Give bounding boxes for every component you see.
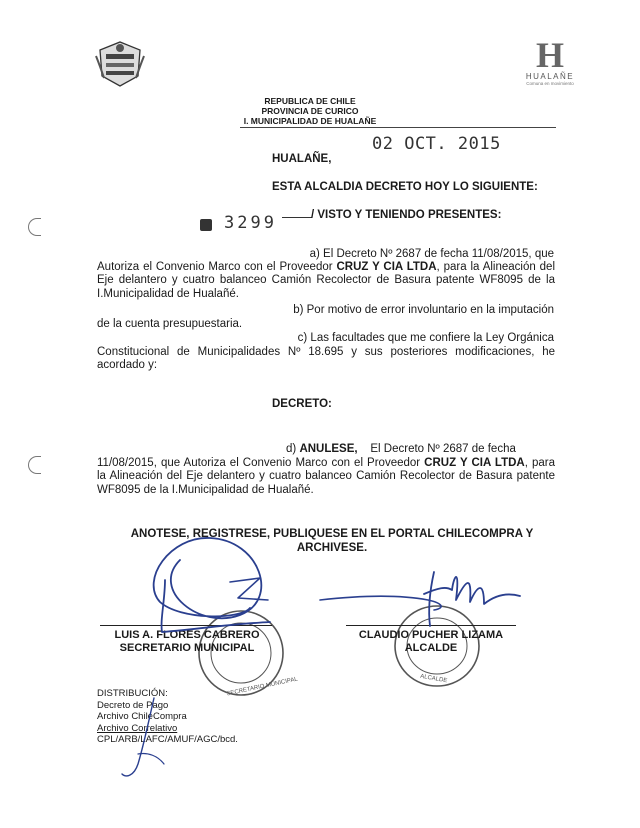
distribution-initial-mark: [118, 694, 188, 784]
secretary-stamp-text: SECRETARIO MUNICIPAL: [226, 676, 299, 698]
considerando-a-text-end: , para la Alineación del Eje delantero y cuatro balanceo Camión Recolector de Basura patente WF8095 de la I.Municipalidad de Hualañé.: [97, 261, 555, 300]
date-stamp: 02 OCT. 2015: [372, 134, 501, 154]
distribution-heading: DISTRIBUCIÓN:: [97, 688, 168, 699]
visto-label: / VISTO Y TENIENDO PRESENTES:: [311, 209, 502, 221]
mayor-name: CLAUDIO PUCHER LIZAMA: [358, 629, 504, 641]
header-line: PROVINCIA DE CURICO: [261, 106, 359, 116]
secretary-signature: [110, 520, 310, 650]
place-label: HUALAÑE,: [272, 153, 332, 165]
decree-title: ESTA ALCALDIA DECRETO HOY LO SIGUIENTE:: [272, 181, 538, 193]
punch-hole-mark: [28, 456, 41, 474]
letterhead-header: [240, 96, 380, 128]
considerando-c-first-line: c) Las facultades que me confiere la Ley Orgánica: [297, 332, 554, 344]
decree-number: 3299: [224, 213, 277, 233]
coat-of-arms-logo: [94, 36, 146, 88]
hualane-logo: [518, 35, 582, 86]
distribution-initials: CPL/ARB/LAFC/AMUF/AGC/bcd.: [97, 734, 238, 746]
considerando-c-body: Constitucional de Municipalidades Nº 18.695 y sus posteriores modificaciones, he acordado y:: [97, 346, 555, 372]
distribution-item: Archivo ChileCompra: [97, 711, 187, 723]
header-line: I. MUNICIPALIDAD DE HUALAÑE: [240, 116, 380, 128]
punch-hole-mark: [28, 218, 41, 236]
distribution-item: Decreto de Pago: [97, 699, 169, 711]
logo-subtext: Comuna en movimiento: [526, 81, 574, 86]
considerando-a-body: [97, 261, 555, 301]
resolution-body: [97, 457, 555, 497]
closing-statement: ANOTESE, REGISTRESE, PUBLIQUESE EN EL PORTAL CHILECOMPRA Y ARCHIVESE.: [130, 528, 534, 554]
stamp-mark-icon: [200, 219, 212, 231]
header-divider: [240, 127, 556, 128]
resolution-label: d): [286, 443, 297, 455]
resolution-body-text: 11/08/2015, que Autoriza el Convenio Marco con el Proveedor: [97, 457, 425, 469]
header-line: REPUBLICA DE CHILE: [264, 96, 356, 106]
secretary-name: LUIS A. FLORES CABRERO: [114, 629, 260, 641]
considerando-a-first-line: a) El Decreto Nº 2687 de fecha 11/08/2015, que: [309, 248, 554, 260]
logo-text: HUALAÑE: [525, 72, 575, 81]
company-name: CRUZ Y CIA LTDA: [424, 457, 525, 469]
number-underline: [282, 217, 312, 218]
mayor-signature: [316, 560, 526, 630]
company-name: CRUZ Y CIA LTDA: [336, 261, 437, 273]
distribution-item: Archivo Correlativo: [97, 722, 178, 734]
resolution-keyword: ANULESE,: [299, 443, 358, 455]
mayor-title: ALCALDE: [404, 642, 458, 654]
resolution-first-line: [286, 443, 554, 456]
logo-mark: H: [535, 35, 564, 75]
considerando-b-body: de la cuenta presupuestaria.: [97, 318, 243, 330]
resolution-text: El Decreto Nº 2687 de fecha: [370, 443, 516, 455]
resolution-body-text-end: , para la Alineación del Eje delantero y cuatro balanceo Camión Recolector de Basura patente WF8095 de la I.Municipalidad de Hualañé.: [97, 457, 555, 496]
mayor-stamp-text: ALCALDE: [419, 673, 448, 685]
considerando-b-first-line: b) Por motivo de error involuntario en la imputación: [293, 304, 554, 316]
considerando-a-text: Autoriza el Convenio Marco con el Proveedor: [97, 261, 337, 273]
decreto-heading: DECRETO:: [272, 398, 332, 410]
mayor-block: [344, 629, 518, 655]
secretary-title: SECRETARIO MUNICIPAL: [119, 642, 255, 654]
